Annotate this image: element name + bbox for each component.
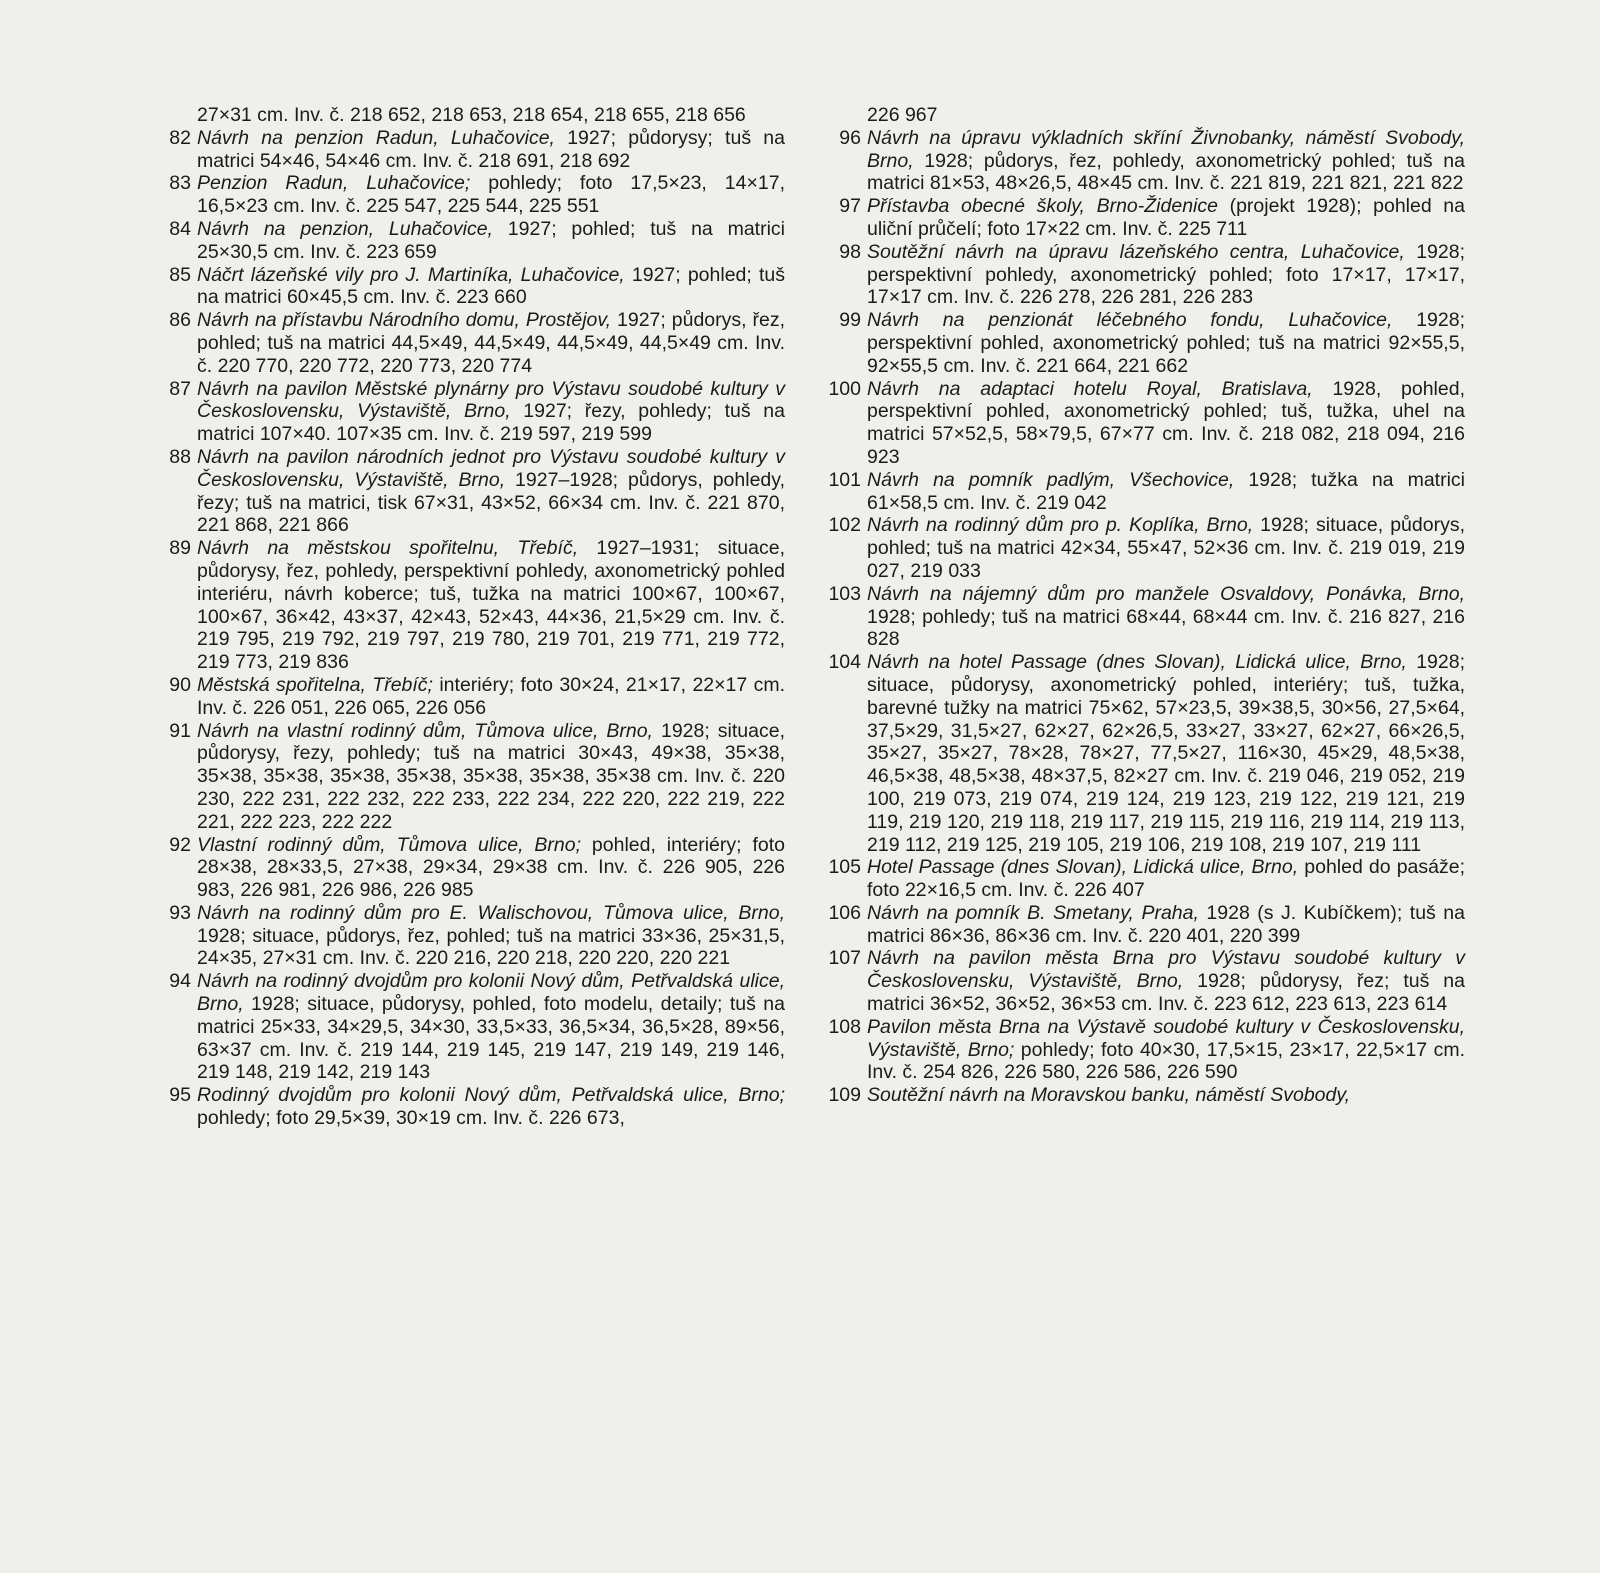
entry-title: Návrh na úpravu výkladních skříní Živnobanky, náměstí Svobody, Brno, [867, 126, 1465, 172]
entry-description: 1928; perspektivní pohledy, axonometrický pohled; foto 17×17, 17×17, 17×17 cm. Inv. č. 226 278, 226 281, 226 283 [867, 240, 1466, 309]
entry-number: 85 [169, 263, 191, 286]
entry-title: Návrh na adaptaci hotelu Royal, Bratislava, [867, 377, 1313, 400]
catalogue-entry [815, 1084, 1465, 1107]
entry-number: 107 [828, 947, 861, 970]
entry-description: (projekt 1928); pohled na uliční průčelí; foto 17×22 cm. Inv. č. 225 711 [867, 195, 1466, 240]
catalogue-entry [815, 514, 1465, 582]
entry-title: Návrh na městskou spořitelnu, Třebíč, [197, 537, 579, 560]
entry-title: Návrh na pomník B. Smetany, Praha, [867, 901, 1199, 924]
entry-title: Soutěžní návrh na úpravu lázeňského centra, Luhačovice, [867, 240, 1405, 263]
entry-title: Pavilon města Brna na Výstavě soudobé kultury v Československu, Výstaviště, Brno; [867, 1015, 1465, 1061]
entry-description: 1927; řezy, pohledy; tuš na matrici 107×40. 107×35 cm. Inv. č. 219 597, 219 599 [197, 400, 785, 446]
entry-description: 1928; situace, půdorys, řez, pohled; tuš na matrici 33×36, 25×31,5, 24×35, 27×31 cm. Inv. č. 220 216, 220 218, 220 220, 220 221 [197, 924, 785, 970]
entry-title: Návrh na vlastní rodinný dům, Tůmova ulice, Brno, [197, 719, 653, 742]
entry-number: 83 [169, 172, 191, 195]
entry-description: 226 967 [867, 104, 938, 126]
catalogue-entry [815, 583, 1465, 651]
entry-description: 1928; pohledy; tuš na matrici 68×44, 68×44 cm. Inv. č. 216 827, 216 828 [867, 605, 1465, 651]
catalogue-entry [815, 104, 1465, 127]
entry-description: 1927; půdorys, řez, pohled; tuš na matrici 44,5×49, 44,5×49, 44,5×49, 44,5×49 cm. Inv. č. 220 770, 220 772, 220 773, 220 774 [197, 309, 785, 377]
entry-description: 1928; perspektivní pohled, axonometrický pohled; tuš na matrici 92×55,5, 92×55,5 cm. Inv. č. 221 664, 221 662 [867, 309, 1465, 377]
entry-description: 1928; situace, půdorysy, řezy, pohledy; tuš na matrici 30×43, 49×38, 35×38, 35×38, 35×38, 35×38, 35×38, 35×38, 35×38, 35×38 cm. Inv. č. 220 230, 222 231, 222 232, 222 233, 222 234, 222 220, 222 219, 222 221, 222 223, 222 222 [197, 719, 785, 833]
catalogue-entry [145, 218, 785, 264]
catalogue-entry [145, 127, 785, 173]
catalogue-entry [815, 378, 1465, 469]
catalogue-entry [815, 856, 1465, 902]
entry-number: 98 [839, 240, 861, 263]
entry-number: 102 [828, 514, 861, 537]
catalogue-entry [815, 947, 1465, 1015]
entry-number: 109 [828, 1084, 861, 1107]
catalogue-entry [145, 537, 785, 674]
entry-description: 1927–1928; půdorys, pohledy, řezy; tuš na matrici, tisk 67×31, 43×52, 66×34 cm. Inv. č. 221 870, 221 868, 221 866 [197, 468, 785, 537]
entry-number: 103 [828, 582, 861, 605]
entry-number: 94 [169, 970, 191, 993]
entry-number: 105 [828, 856, 861, 879]
entry-description: 1927–1931; situace, půdorysy, řez, pohledy, perspektivní pohledy, axonometrický pohled interiéru, návrh koberce; tuš, tužka na matrici 100×67, 100×67, 100×67, 36×42, 43×37, 42×43, 52×43, 44×36, 21,5×29 cm. Inv. č. 219 795, 219 792, 219 797, 219 780, 219 701, 219 771, 219 772, 219 773, 219 836 [197, 537, 785, 674]
entry-number: 87 [169, 377, 191, 400]
entry-number: 101 [828, 468, 861, 491]
catalogue-entry [145, 902, 785, 970]
catalogue-entry [815, 1016, 1465, 1084]
catalogue-entry [145, 446, 785, 537]
entry-title: Návrh na penzion Radun, Luhačovice, [197, 126, 555, 149]
entry-title: Návrh na pavilon národních jednot pro Výstavu soudobé kultury v Československu, Výstaviště, Brno, [197, 445, 785, 491]
entry-number: 96 [839, 126, 861, 149]
left-column [145, 104, 785, 1130]
entry-number: 91 [169, 719, 191, 742]
entry-title: Penzion Radun, Luhačovice; [197, 172, 471, 195]
entry-number: 92 [169, 833, 191, 856]
entry-description: 1928; situace, půdorys, pohled; tuš na matrici 42×34, 55×47, 52×36 cm. Inv. č. 219 019, 219 027, 219 033 [867, 514, 1465, 582]
entry-number: 108 [828, 1015, 861, 1038]
entry-description: 1927; pohled; tuš na matrici 60×45,5 cm. Inv. č. 223 660 [197, 263, 785, 309]
catalogue-entry [815, 241, 1465, 309]
entry-description: 1928 (s J. Kubíčkem); tuš na matrici 86×36, 86×36 cm. Inv. č. 220 401, 220 399 [867, 901, 1465, 947]
catalogue-entry [145, 834, 785, 902]
entry-number: 84 [169, 217, 191, 240]
entry-description: pohledy; foto 29,5×39, 30×19 cm. Inv. č. 226 673, [197, 1107, 625, 1130]
entry-title: Přístavba obecné školy, Brno-Židenice [867, 195, 1218, 218]
entry-description: 1928; půdorysy, řez; tuš na matrici 36×52, 36×52, 36×53 cm. Inv. č. 223 612, 223 613, 223 614 [867, 970, 1465, 1016]
catalogue-entry [815, 195, 1465, 241]
catalogue-entry [145, 172, 785, 218]
entry-description: 1928, pohled, perspektivní pohled, axonometrický pohled; tuš, tužka, uhel na matrici 57×52,5, 58×79,5, 67×77 cm. Inv. č. 218 082, 218 094, 216 923 [867, 377, 1465, 468]
entry-title: Návrh na penzionát léčebného fondu, Luhačovice, [867, 309, 1393, 332]
entry-description: 27×31 cm. Inv. č. 218 652, 218 653, 218 654, 218 655, 218 656 [197, 104, 746, 126]
catalogue-entry [815, 127, 1465, 195]
catalogue-entry [145, 1084, 785, 1130]
entry-title: Návrh na rodinný dvojdům pro kolonii Nový dům, Petřvaldská ulice, Brno, [197, 970, 785, 1016]
catalogue-entry [145, 104, 785, 127]
right-column [815, 104, 1465, 1107]
entry-title: Návrh na rodinný dům pro E. Walischovou, Tůmova ulice, Brno, [197, 901, 785, 924]
entry-description: 1927; pohled; tuš na matrici 25×30,5 cm. Inv. č. 223 659 [197, 217, 785, 263]
entry-title: Vlastní rodinný dům, Tůmova ulice, Brno; [197, 833, 582, 856]
entry-title: Návrh na pavilon města Brna pro Výstavu soudobé kultury v Československu, Výstaviště, Brno, [867, 947, 1465, 993]
entry-number: 86 [169, 309, 191, 332]
entry-number: 89 [169, 537, 191, 560]
entry-description: 1928; půdorys, řez, pohledy, axonometrický pohled; tuš na matrici 81×53, 48×26,5, 48×45 cm. Inv. č. 221 819, 221 821, 221 822 [867, 149, 1465, 195]
entry-description: 1928; tužka na matrici 61×58,5 cm. Inv. č. 219 042 [867, 468, 1465, 514]
entry-number: 95 [169, 1084, 191, 1107]
entry-description: pohledy; foto 40×30, 17,5×15, 23×17, 22,5×17 cm. Inv. č. 254 826, 226 580, 226 586, 226 590 [867, 1038, 1465, 1084]
catalogue-entry [815, 651, 1465, 856]
entry-title: Návrh na nájemný dům pro manžele Osvaldovy, Ponávka, Brno, [867, 582, 1465, 605]
entry-number: 88 [169, 445, 191, 468]
entry-number: 100 [828, 377, 861, 400]
entry-number: 97 [839, 195, 861, 218]
catalogue-entry [145, 378, 785, 446]
entry-number: 104 [828, 651, 861, 674]
catalogue-entry [145, 264, 785, 310]
catalogue-entry [145, 970, 785, 1084]
entry-number: 82 [169, 126, 191, 149]
catalogue-entry [145, 720, 785, 834]
entry-title: Návrh na pomník padlým, Všechovice, [867, 468, 1235, 491]
entry-title: Hotel Passage (dnes Slovan), Lidická ulice, Brno, [867, 856, 1299, 879]
entry-title: Návrh na rodinný dům pro p. Koplíka, Brno, [867, 514, 1254, 537]
entry-title: Návrh na penzion, Luhačovice, [197, 217, 493, 240]
catalogue-entry [815, 469, 1465, 515]
entry-number: 93 [169, 901, 191, 924]
entry-title: Rodinný dvojdům pro kolonii Nový dům, Petřvaldská ulice, Brno; [197, 1084, 785, 1107]
entry-description: 1928; situace, půdorysy, axonometrický pohled, interiéry; tuš, tužka, barevné tužky na matrici 75×62, 57×23,5, 39×38,5, 30×56, 27,5×64, 37,5×29, 31,5×27, 62×27, 62×26,5, 33×27, 33×27, 62×27, 66×26,5, 35×27, 35×27, 78×28, 78×27, 77,5×27, 116×30, 45×29, 48,5×38, 46,5×38, 48,5×38, 48×37,5, 82×27 cm. Inv. č. 219 046, 219 052, 219 100, 219 073, 219 074, 219 124, 219 123, 219 122, 219 121, 219 119, 219 120, 219 118, 219 117, 219 115, 219 116, 219 114, 219 113, 219 112, 219 125, 219 105, 219 106, 219 108, 219 107, 219 111 [867, 651, 1465, 856]
entry-title: Návrh na pavilon Městské plynárny pro Výstavu soudobé kultury v Československu, Výstaviště, Brno, [197, 377, 785, 423]
entry-title: Návrh na přístavbu Národního domu, Prostějov, [197, 309, 612, 332]
entry-description: 1927; půdorysy; tuš na matrici 54×46, 54×46 cm. Inv. č. 218 691, 218 692 [197, 126, 786, 172]
entry-description: interiéry; foto 30×24, 21×17, 22×17 cm. Inv. č. 226 051, 226 065, 226 056 [197, 673, 785, 719]
entry-title: Náčrt lázeňské vily pro J. Martiníka, Luhačovice, [197, 263, 625, 286]
entry-title: Městská spořitelna, Třebíč; [197, 673, 433, 696]
entry-description: pohledy; foto 17,5×23, 14×17, 16,5×23 cm. Inv. č. 225 547, 225 544, 225 551 [197, 172, 785, 218]
entry-title: Soutěžní návrh na Moravskou banku, náměstí Svobody, [867, 1084, 1351, 1107]
entry-description: pohled do pasáže; foto 22×16,5 cm. Inv. č. 226 407 [867, 856, 1465, 902]
catalogue-entry [145, 309, 785, 377]
entry-number: 99 [839, 309, 861, 332]
entry-description: pohled, interiéry; foto 28×38, 28×33,5, 27×38, 29×34, 29×38 cm. Inv. č. 226 905, 226 983, 226 981, 226 986, 226 985 [197, 833, 785, 902]
catalogue-entry [815, 902, 1465, 948]
entry-number: 106 [828, 901, 861, 924]
catalogue-entry [815, 309, 1465, 377]
catalogue-entry [145, 674, 785, 720]
entry-number: 90 [169, 673, 191, 696]
entry-description: 1928; situace, půdorysy, pohled, foto modelu, detaily; tuš na matrici 25×33, 34×29,5, 34×30, 33,5×33, 36,5×34, 36,5×28, 89×56, 63×37 cm. Inv. č. 219 144, 219 145, 219 147, 219 149, 219 146, 219 148, 219 142, 219 143 [197, 993, 785, 1084]
entry-title: Návrh na hotel Passage (dnes Slovan), Lidická ulice, Brno, [867, 651, 1407, 674]
